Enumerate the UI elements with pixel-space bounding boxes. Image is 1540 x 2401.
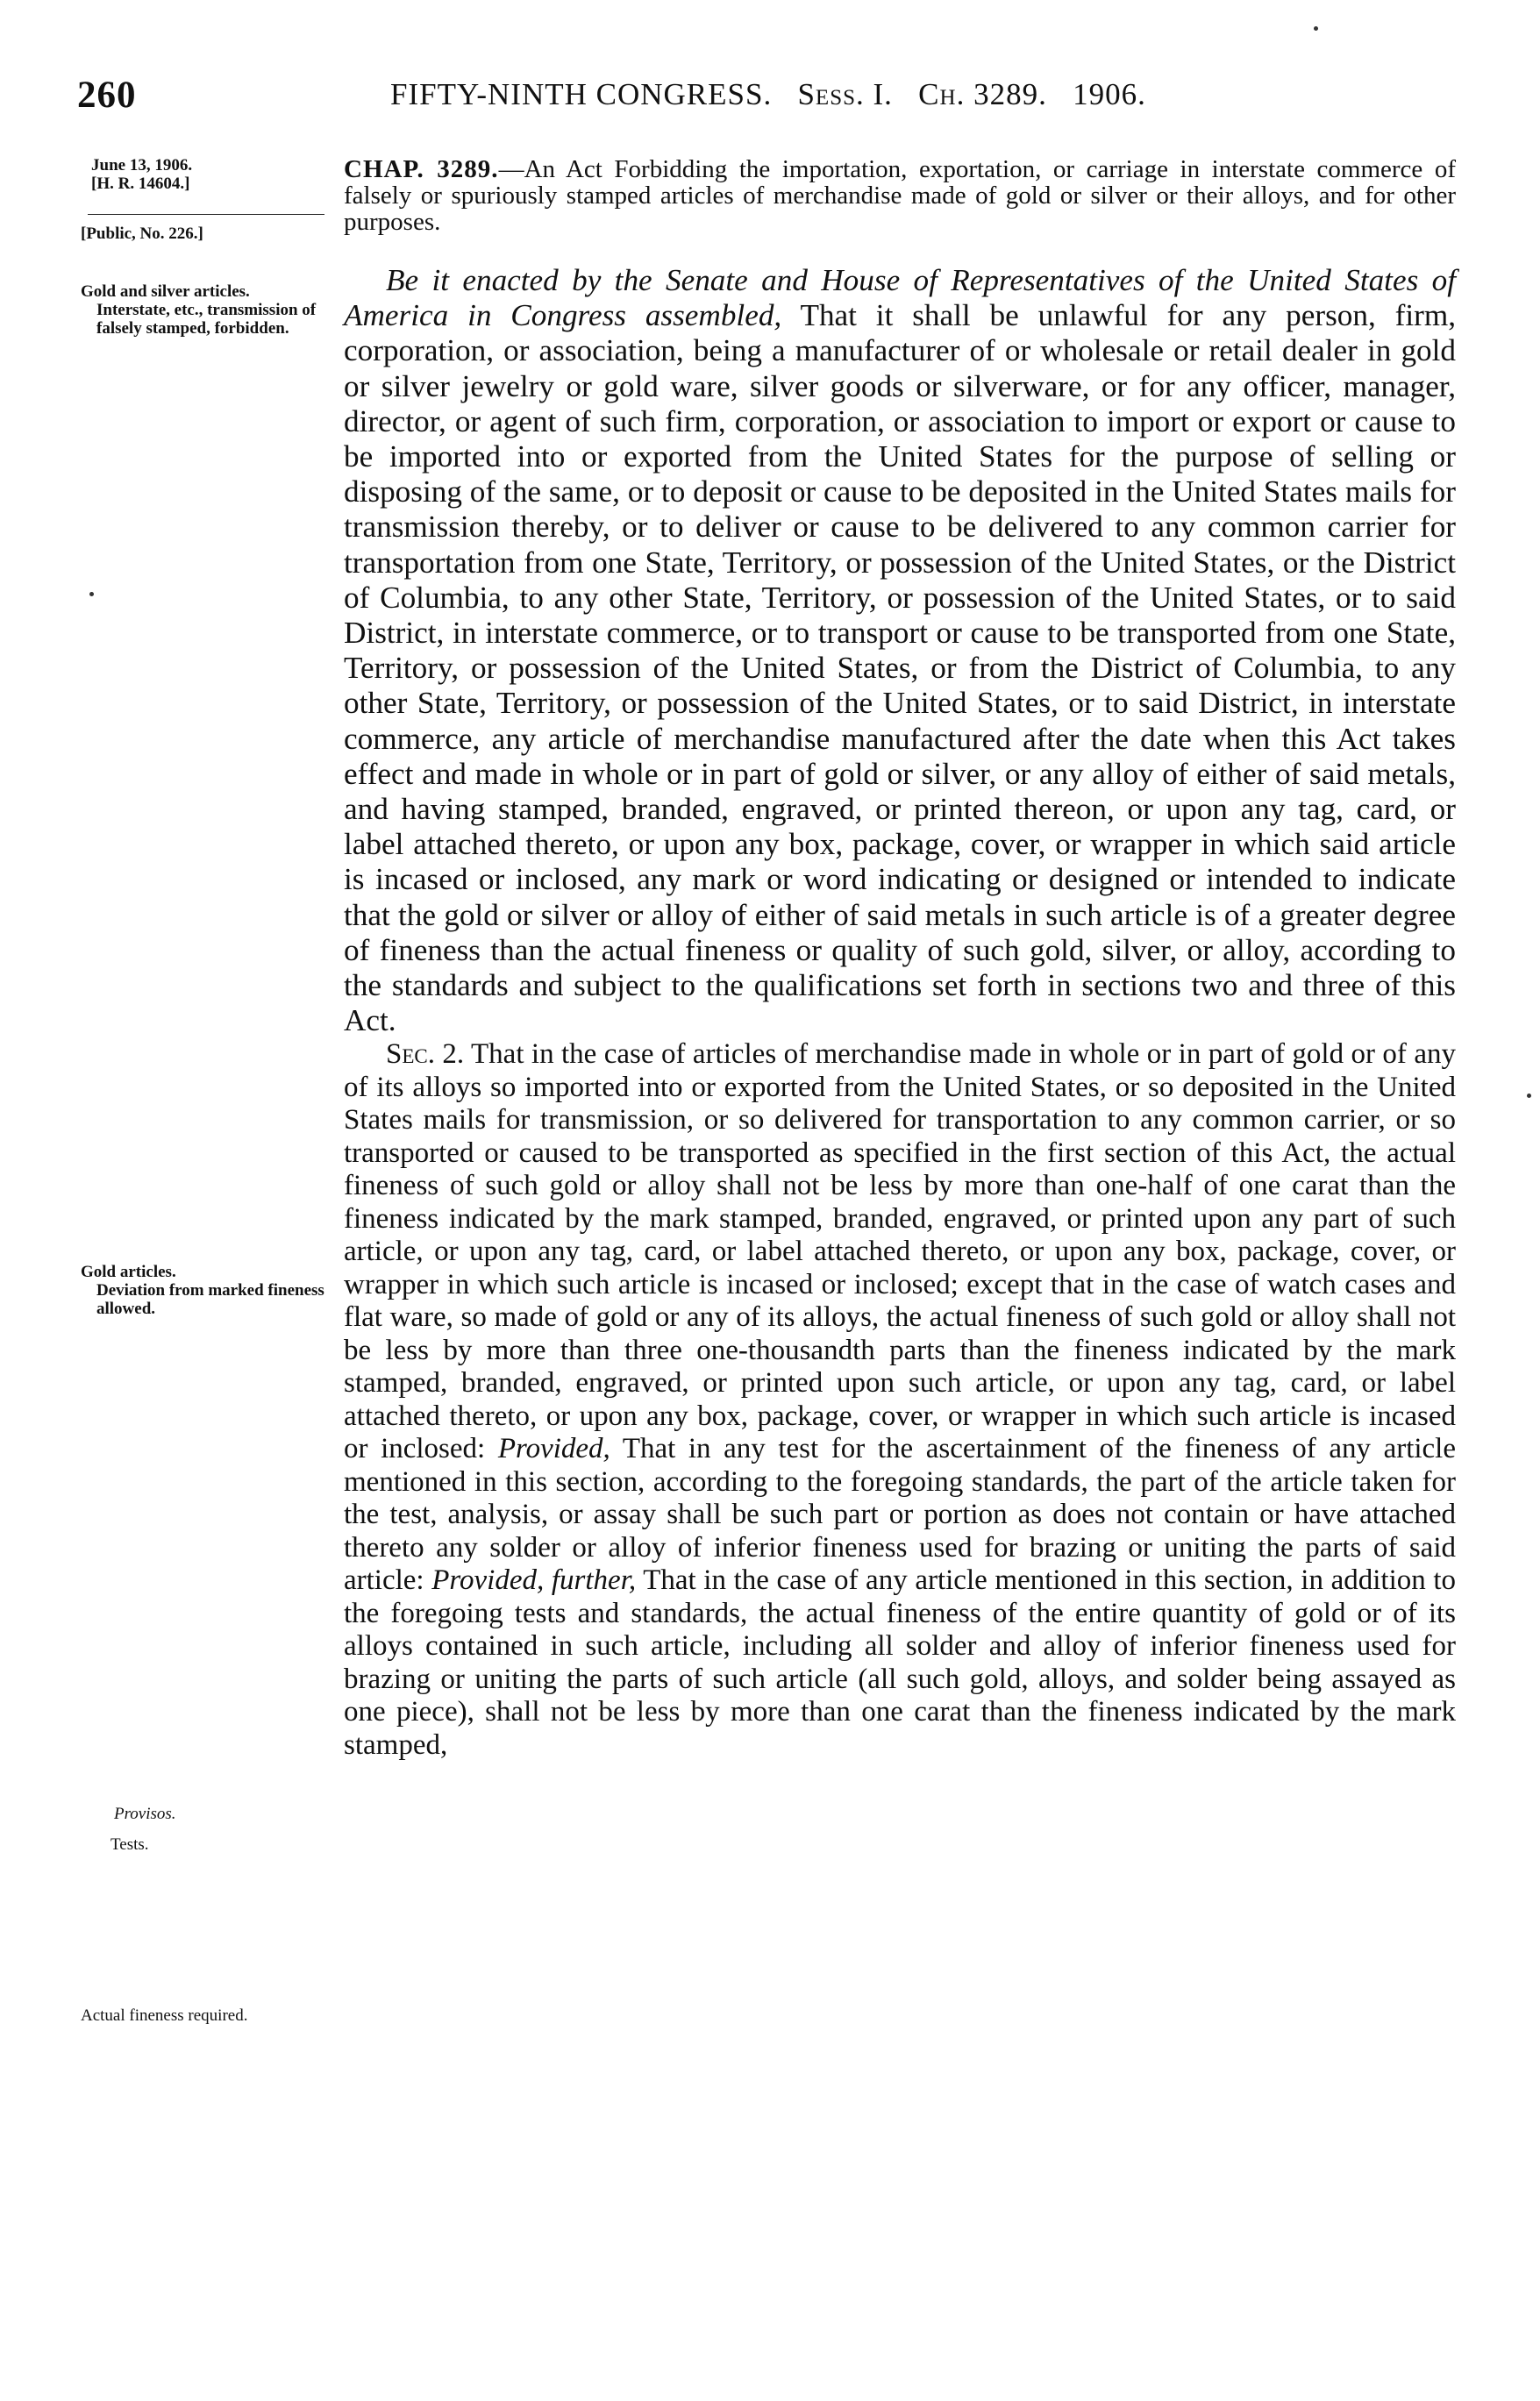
chapter-heading (344, 156, 1456, 235)
margin-note-tests: Tests. (111, 1835, 149, 1854)
margin-gold-silver-title: Gold and silver articles. (81, 282, 250, 301)
act-title: —An Act Forbidding the importation, exportation, or carriage in interstate commerce of falsely or spuriously stamped articles of merchandise made of gold or silver or their alloys, and for other purposes. (344, 155, 1456, 236)
section-2-part-2: That in any test for the ascertainment of the fineness of any article mentioned in this section, according to the foregoing standards, the part of the article taken for the test, analysis, or assay shall be such part or portion as does not contain or have attached thereto any solder or alloy of inferior fineness used for brazing or uniting the parts of said article: (344, 1433, 1456, 1597)
scan-speck (1314, 26, 1318, 31)
margin-note-actual-fineness: Actual fineness required. (81, 2006, 248, 2025)
chapter-label: CHAP. 3289. (344, 155, 499, 183)
header-congress: FIFTY-NINTH CONGRESS. (390, 77, 773, 111)
act-body (344, 263, 1456, 1762)
margin-bill: [H. R. 14604.] (91, 175, 190, 193)
enacting-clause: Be it enacted by the Senate and House of Representatives of the United States of America in Congress assembled, (344, 263, 1456, 333)
page-number: 260 (77, 75, 137, 116)
margin-gold-silver-sub: Interstate, etc., transmission of falsely stamped, forbidden. (96, 301, 317, 338)
margin-note-provisos: Provisos. (114, 1805, 176, 1823)
header-chapter: Ch. 3289. (918, 77, 1047, 111)
margin-public-law: [Public, No. 226.] (81, 224, 203, 243)
running-header (0, 74, 1540, 118)
margin-note-gold-silver (81, 282, 335, 338)
header-title (390, 77, 1146, 112)
section-2 (344, 1038, 1456, 1762)
scan-speck (1527, 1094, 1531, 1098)
proviso-provided: Provided, (497, 1433, 610, 1465)
header-session: Sess. I. (797, 77, 893, 111)
margin-date: June 13, 1906. (91, 156, 193, 175)
scan-speck (89, 592, 94, 596)
section-1 (344, 263, 1456, 1038)
margin-gold-articles-sub: Deviation from marked fineness allowed. (96, 1281, 324, 1318)
margin-note-gold-articles (81, 1263, 335, 1318)
margin-gold-articles-title: Gold articles. (81, 1263, 176, 1281)
section-2-part-1: That in the case of articles of merchandise made in whole or in part of gold or of any of its alloys so imported into or exported from the United States, or so deposited in the United States mails for transmission, or so delivered for transportation to any common carrier, or so transported or caused to be transported as specified in the first section of this Act, the actual fineness of such gold or alloy shall not be less by more than one-half of one carat than the fineness indicated by the mark stamped, branded, engraved, or printed upon any part of such article, or upon any tag, card, or label attached thereto, or upon any box, package, cover, or wrapper in which such article is incased or inclosed; except that in the case of watch cases and flat ware, so made of gold or any of its alloys, the actual fineness of such gold or alloy shall not be less by more than three one-thousandth parts than the fineness indicated by the mark stamped, branded, engraved, or printed upon such article, or upon any tag, card, or label attached thereto, or upon any box, package, cover, or wrapper in which such article is incased or inclosed: (344, 1038, 1456, 1465)
margin-note-date (81, 156, 335, 193)
section-1-text: That it shall be unlawful for any person, firm, corporation, or association, being a manufacturer of or wholesale or retail dealer in gold or silver jewelry or gold ware, silver goods or silverware, or for any officer, manager, director, or agent of such firm, corporation, or association to import or export or cause to be imported into or exported from the United States for the purpose of selling or disposing of the same, or to deposit or cause to be deposited in the United States mails for transmission thereby, or to deliver or cause to be delivered to any common carrier for transportation from one State, Territory, or possession of the United States, or the District of Columbia, to any other State, Territory, or possession of the United States, or to said District, in interstate commerce, or to transport or cause to be transported from one State, Territory, or possession of the United States, or from the District of Columbia, to any other State, Territory, or possession of the United States, or to said District, in interstate commerce, any article of merchandise manufactured after the date when this Act takes effect and made in whole or in part of gold or silver, or any alloy of either of said metals, and having stamped, branded, engraved, or printed thereon, or upon any tag, card, or label attached thereto, or upon any box, package, cover, or wrapper in which said article is incased or inclosed, any mark or word indicating or designed or intended to indicate that the gold or silver or alloy of either of said metals in such article is of a greater degree of fineness than the actual fineness or quality of such gold, silver, or alloy, according to the standards and subject to the qualifications set forth in sections two and three of this Act. (344, 298, 1456, 1038)
section-2-label: Sec. 2. (386, 1038, 465, 1071)
margin-divider (88, 214, 324, 215)
section-2-part-3: That in the case of any article mentioned in this section, in addition to the foregoing tests and standards, the actual fineness of the entire quantity of gold or of its alloys contained in such article, including all solder and alloy of inferior fineness used for brazing or uniting the parts of such article (all such gold, alloys, and solder being assayed as one piece), shall not be less by more than one carat than the fineness indicated by the mark stamped, (344, 1564, 1457, 1761)
header-year: 1906. (1073, 77, 1146, 111)
proviso-provided-further: Provided, further, (431, 1564, 637, 1597)
